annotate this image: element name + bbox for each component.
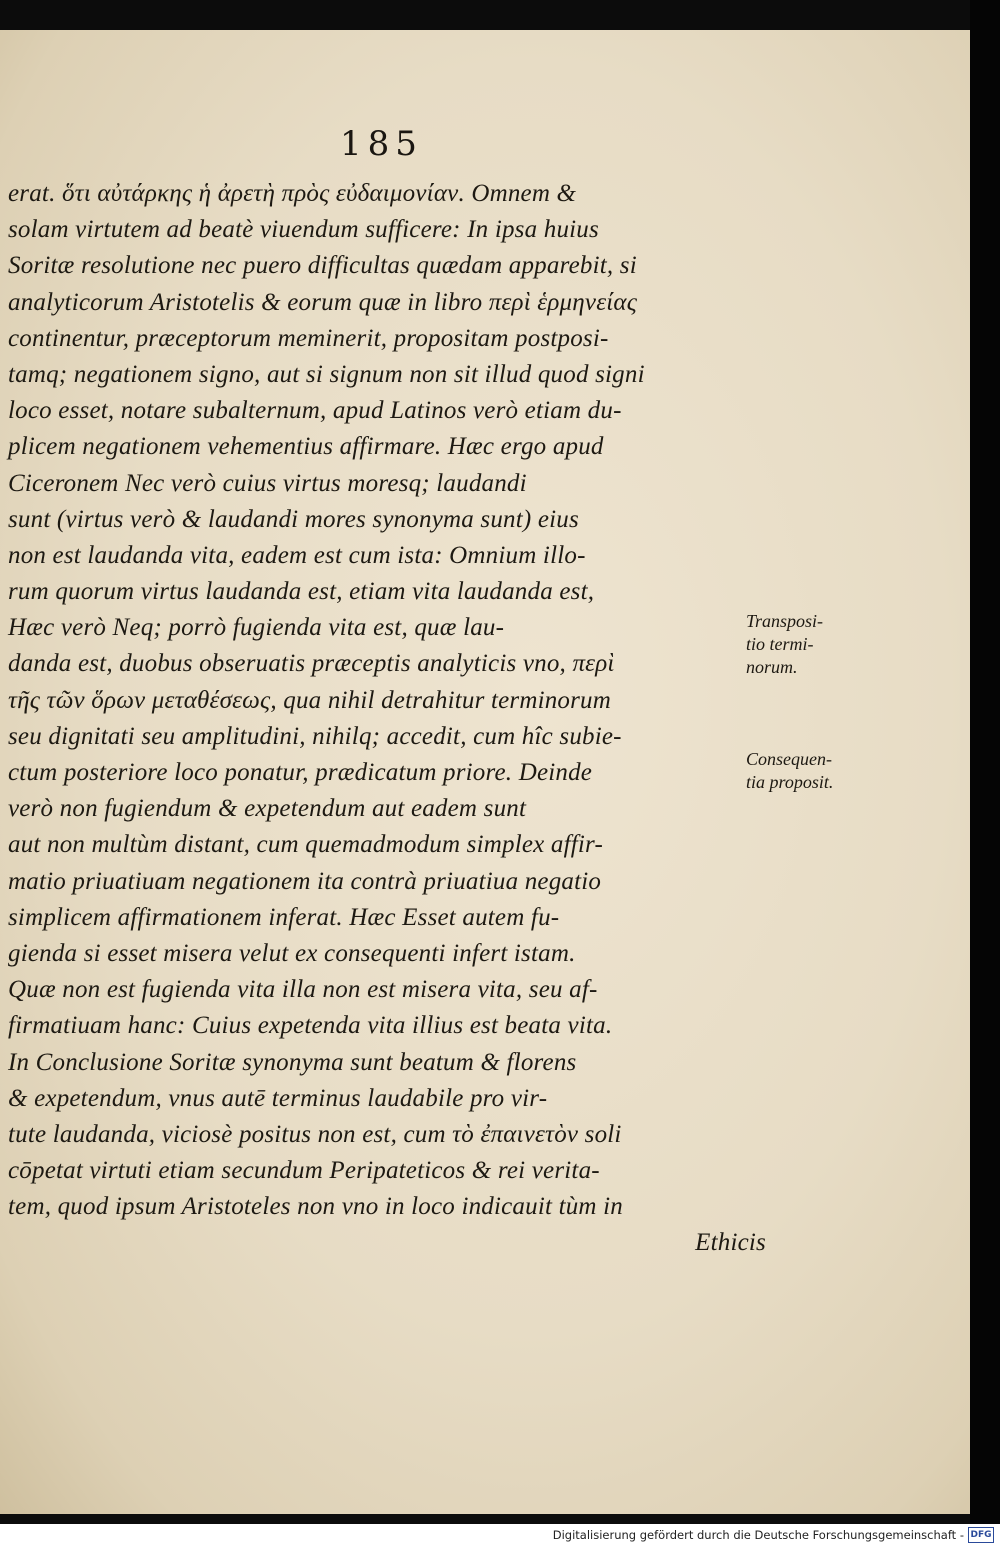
- text-line: verò non fugiendum & expetendum aut eadem sunt: [8, 795, 527, 823]
- text-line: cōpetat virtuti etiam secundum Peripateticos & rei verita-: [8, 1157, 600, 1185]
- text-line: erat. ὅτι αὐτάρκης ἡ ἀρετὴ πρὸς εὐδαιμονίαν. Omnem &: [8, 180, 577, 207]
- text-line: tute laudanda, viciosè positus non est, cum τὸ ἐπαινετὸν soli: [8, 1120, 622, 1148]
- text-line: seu dignitati seu amplitudini, nihilq; accedit, cum hîc subie-: [8, 722, 622, 750]
- text-line: τῆς τῶν ὅρων μεταθέσεως, qua nihil detrahitur terminorum: [8, 686, 611, 714]
- text-line: ctum posteriore loco ponatur, prædicatum priore. Deinde: [8, 759, 593, 786]
- text-line: In Conclusione Soritæ synonyma sunt beatum & florens: [8, 1048, 577, 1076]
- text-line: continentur, præceptorum meminerit, propositam postposi-: [8, 324, 609, 352]
- footer-bar: [0, 1524, 1000, 1548]
- text-line: aut non multùm distant, cum quemadmodum simplex affir-: [8, 831, 603, 859]
- text-line: tamq; negationem signo, aut si signum non sit illud quod signi: [8, 360, 645, 388]
- margin-notes: [746, 610, 866, 794]
- text-line: sunt (virtus verò & laudandi mores synonyma sunt) eius: [8, 505, 579, 533]
- text-line: firmatiuam hanc: Cuius expetenda vita illius est beata vita.: [8, 1012, 613, 1040]
- body-text: [8, 176, 768, 1262]
- text-line: danda est, duobus obseruatis præceptis analyticis vno, περὶ: [8, 650, 615, 678]
- margin-note-consequentia: Consequen- tia proposit.: [746, 749, 834, 792]
- catchword: Ethicis: [695, 1229, 766, 1257]
- text-line: Soritæ resolutione nec puero difficultas quædam apparebit, si: [8, 252, 637, 280]
- text-line: loco esset, notare subalternum, apud Latinos verò etiam du-: [8, 397, 622, 425]
- footer-credit-text: Digitalisierung gefördert durch die Deutsche Forschungsgemeinschaft -: [552, 1528, 964, 1542]
- scan-edge: [970, 0, 1000, 1524]
- text-line: gienda si esset misera velut ex consequenti infert istam.: [8, 939, 576, 967]
- text-line: matio priuatiuam negationem ita contrà priuatiua negatio: [8, 867, 602, 895]
- text-line: plicem negationem vehementius affirmare. Hæc ergo apud: [8, 433, 604, 461]
- text-line: rum quorum virtus laudanda est, etiam vita laudanda est,: [8, 578, 595, 606]
- text-line: analyticorum Aristotelis & eorum quæ in libro περὶ ἑρμηνείας: [8, 288, 638, 316]
- text-line: simplicem affirmationem inferat. Hæc Esset autem fu-: [8, 903, 560, 931]
- text-line: & expetendum, vnus autē terminus laudabile pro vir-: [8, 1084, 548, 1112]
- text-line: Hæc verò Neq; porrò fugienda vita est, quæ lau-: [8, 614, 505, 642]
- page-number: 185: [340, 124, 423, 164]
- book-page: [0, 30, 970, 1514]
- dfg-logo: DFG: [968, 1527, 994, 1543]
- margin-note-transpositio: Transposi- tio termi- norum.: [746, 611, 824, 677]
- text-line: solam virtutem ad beatè viuendum sufficere: In ipsa huius: [8, 216, 599, 244]
- text-line: non est laudanda vita, eadem est cum ista: Omnium illo-: [8, 541, 586, 569]
- text-line: Quæ non est fugienda vita illa non est misera vita, seu af-: [8, 976, 598, 1004]
- text-line: Ciceronem Nec verò cuius virtus moresq; laudandi: [8, 469, 527, 497]
- text-line: tem, quod ipsum Aristoteles non vno in loco indicauit tùm in: [8, 1193, 623, 1221]
